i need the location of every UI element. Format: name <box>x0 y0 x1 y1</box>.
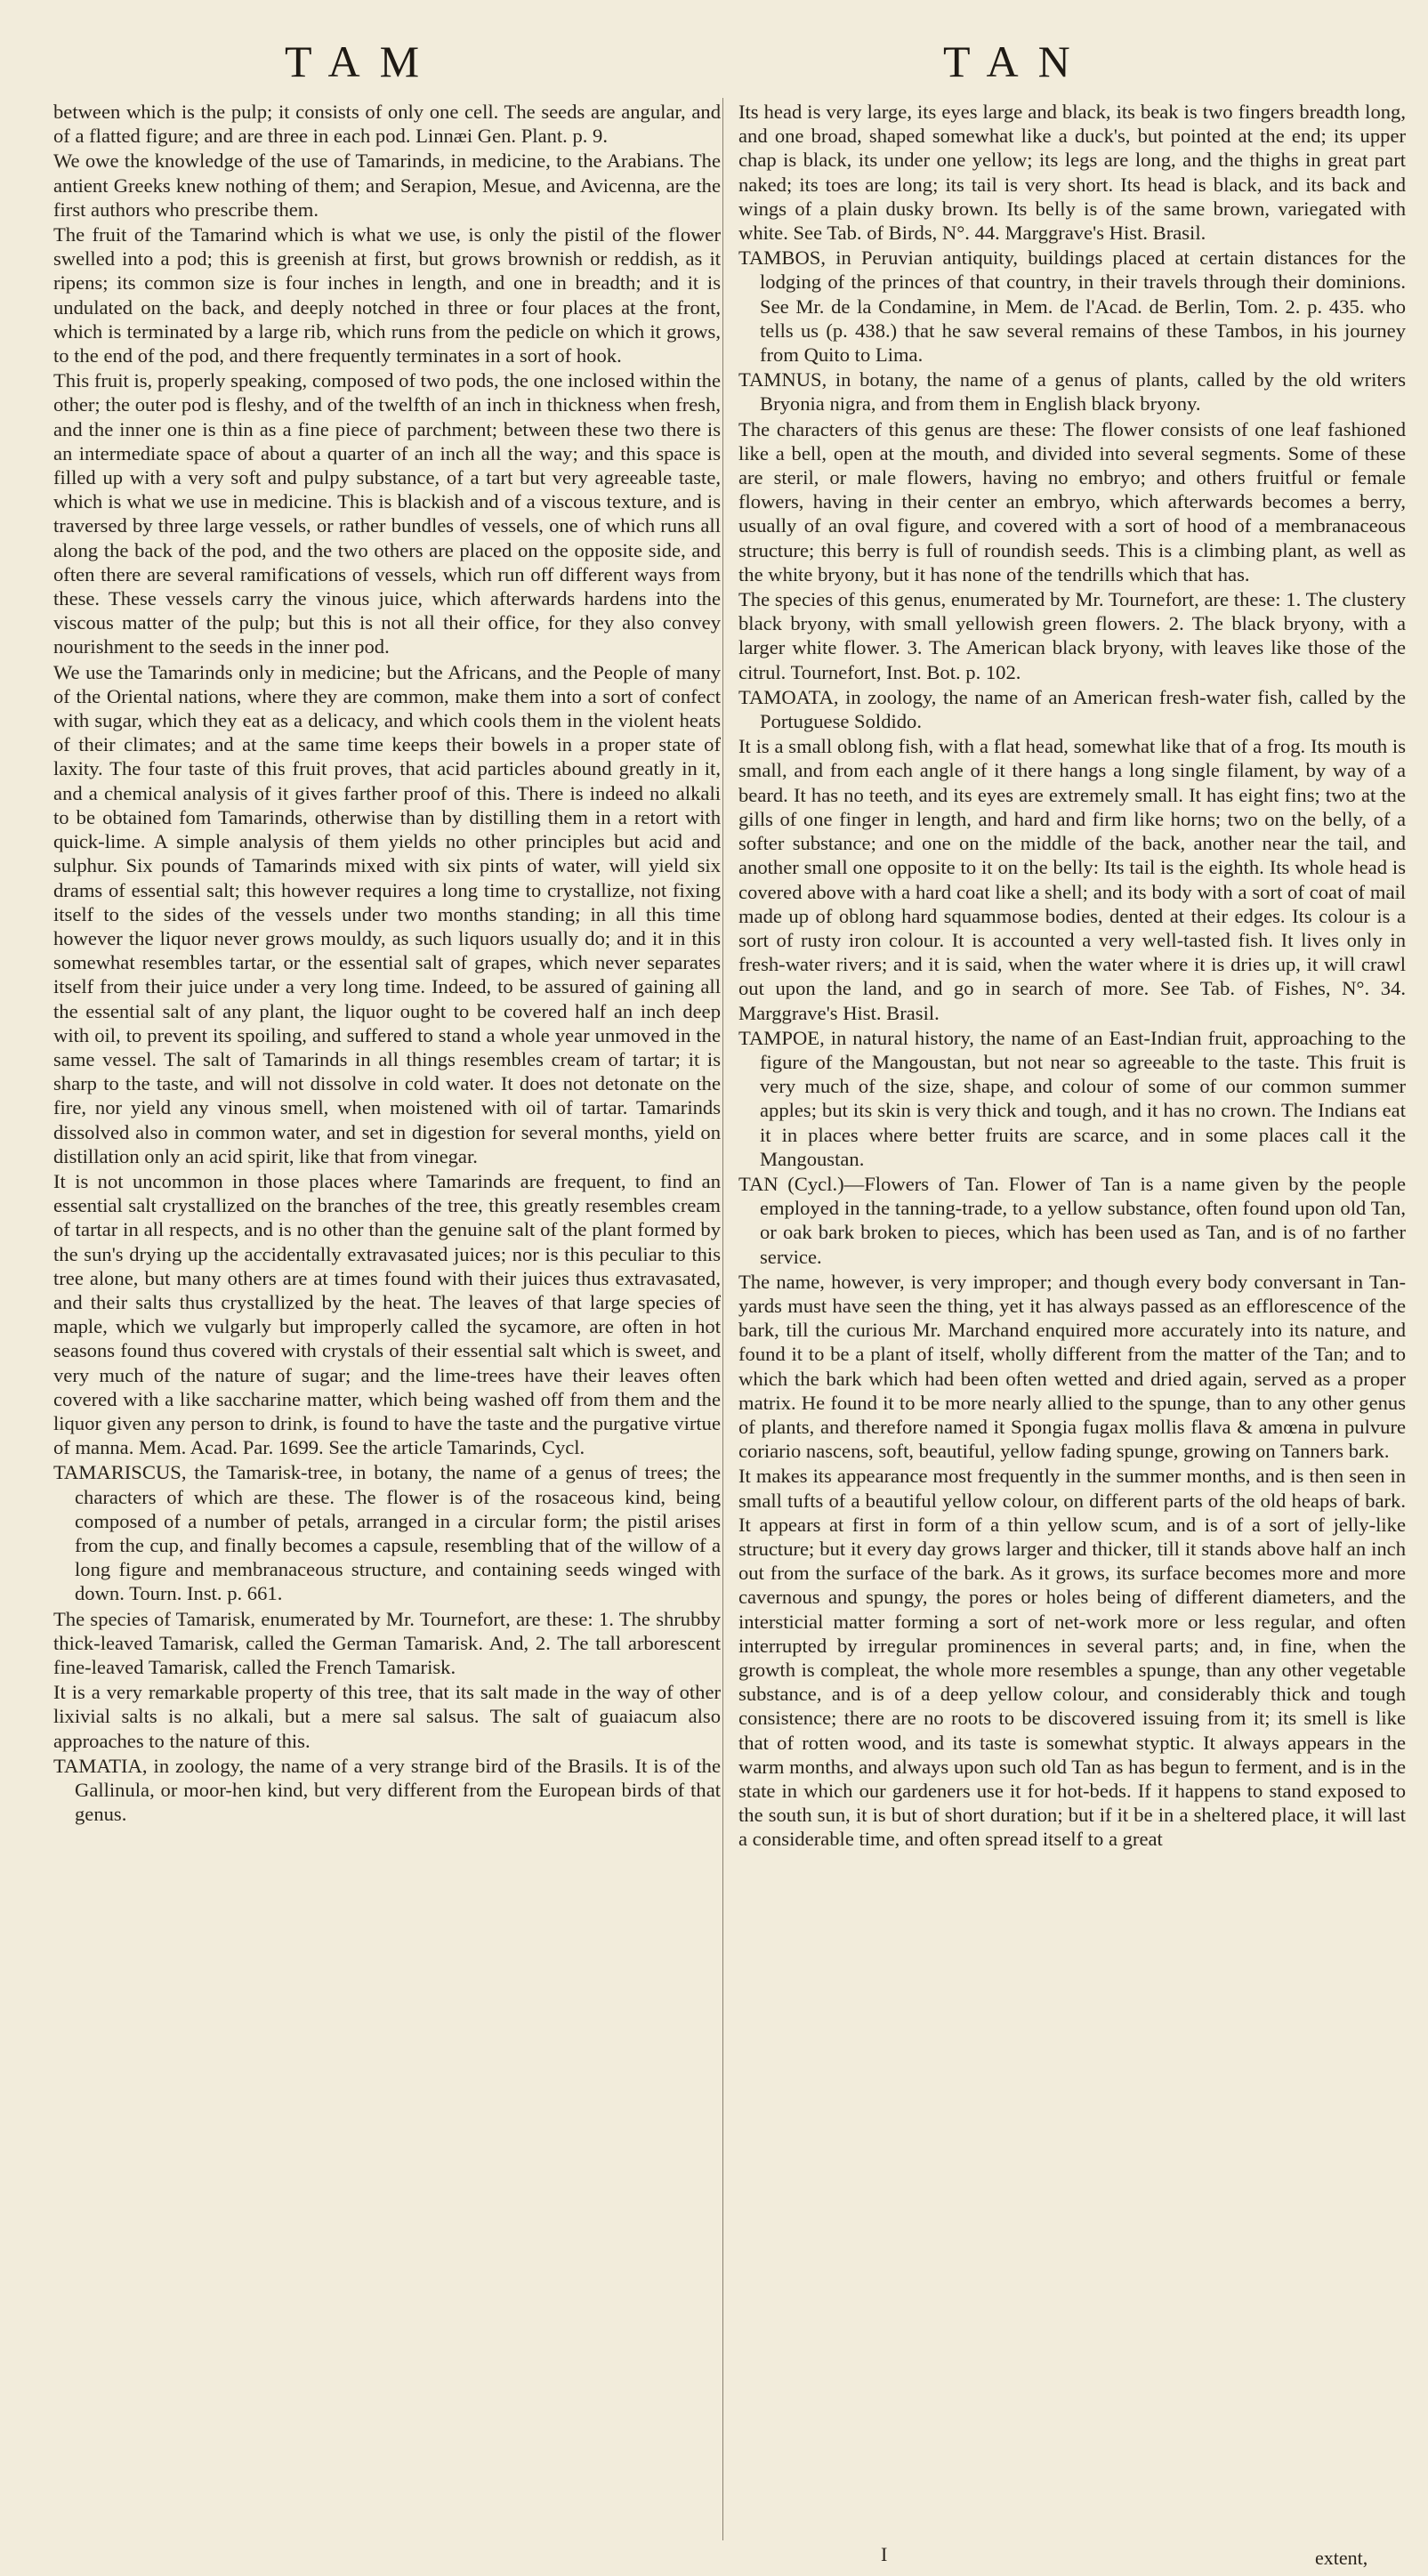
body-paragraph: It is a very remarkable property of this tree, that its salt made in the way of other lixivial salts is no alkali, but a mere sal salsus. The salt of guaiacum also approaches to the nature of this. <box>53 1681 721 1752</box>
entry-paragraph: TAMNUS, in botany, the name of a genus of plants, called by the old writers Bryonia nigra, and from them in English black bryony. <box>738 368 1406 416</box>
right-column <box>738 100 1406 1853</box>
body-paragraph: It makes its appearance most frequently in the summer months, and is then seen in small tufts of a beautiful yellow colour, on different parts of the old heaps of bark. It appears at first in form of a thin yellow scum, and is of a sort of jelly-like structure; but it every day grows larger and thicker, till it stands above half an inch out from the surface of the bark. As it grows, its surface becomes more and more cavernous and spungy, the pores or holes being of different diameters, and the intersticial matter forming a sort of net-work more or less regular, and often interrupted by irregular prominences in several parts; and, in fine, when the growth is compleat, the whole more resembles a spunge, than any other vegetable substance, and is of a deep yellow colour, and considerably thick and tough consistence; there are no roots to be discovered issuing from it; its smell is like that of rotten wood, and its taste is somewhat styptic. It always appears in the warm months, and always upon such old Tan as has begun to ferment, and is in the state in which our gardeners use it for hot-beds. If it happens to stand exposed to the south sun, it is but of short duration; but if it be in a sheltered place, it will last a considerable time, and often spread itself to a great <box>738 1465 1406 1851</box>
catchword: extent, <box>1315 2547 1368 2569</box>
body-paragraph: The species of this genus, enumerated by Mr. Tournefort, are these: 1. The clustery black bryony, with small yellowish green flowers. 2. The black bryony, with a larger white flower. 3. The American black bryony, with leaves like those of the citrul. Tournefort, Inst. Bot. p. 102. <box>738 588 1406 683</box>
entry-paragraph: TAMPOE, in natural history, the name of an East-Indian fruit, approaching to the figure of the Mangoustan, but not near so agreeable to the taste. This fruit is very much of the size, shape, and colour of some of our common summer apples; but its skin is very thick and tough, and it has no crown. The Indians eat it in places where better fruits are scarce, and in some places call it the Mangoustan. <box>738 1026 1406 1170</box>
column-divider <box>722 98 723 2540</box>
body-paragraph: The fruit of the Tamarind which is what we use, is only the pistil of the flower swelled into a pod; this is greenish at first, but grows brownish or reddish, as it ripens; its common size is four inches in length, and one in breadth; and it is undulated on the back, and deeply notched in three or four places at the front, which is terminated by a large rib, which runs from the pedicle on which it grows, to the end of the pod, and there frequently terminates in a sort of hook. <box>53 223 721 367</box>
body-paragraph: The name, however, is very improper; and though every body conversant in Tan-yards must have seen the thing, yet it has always passed as an efflorescence of the bark, till the curious Mr. Marchand enquired more accurately into its nature, and found it to be a plant of itself, wholly different from the matter of the Tan; and to which the bark which had been often wetted and dried again, served as a proper matrix. He found it to be more nearly allied to the spunge, than to any other genus of plants, and therefore named it Spongia fugax mollis flava & amœna in pulvure coriario nascens, soft, beautiful, yellow fading spunge, growing on Tanners bark. <box>738 1270 1406 1463</box>
entry-paragraph: TAMATIA, in zoology, the name of a very strange bird of the Brasils. It is of the Gallinula, or moor-hen kind, but very different from the European birds of that genus. <box>53 1754 721 1826</box>
entry-paragraph: TAMARISCUS, the Tamarisk-tree, in botany, the name of a genus of trees; the characters of which are these. The flower is of the rosaceous kind, being composed of a number of petals, arranged in a circular form; the pistil arises from the cup, and finally becomes a capsule, resembling that of the willow of a long figure and membranaceous structure, and containing seeds winged with down. Tourn. Inst. p. 661. <box>53 1461 721 1605</box>
entry-paragraph: TAMBOS, in Peruvian antiquity, buildings placed at certain distances for the lodging of the princes of that country, in their travels through their dominions. See Mr. de la Condamine, in Mem. de l'Acad. de Berlin, Tom. 2. p. 435. who tells us (p. 438.) that he saw several remains of these Tambos, in his journey from Quito to Lima. <box>738 246 1406 367</box>
body-paragraph: Its head is very large, its eyes large and black, its beak is two fingers breadth long, and one broad, shaped somewhat like a duck's, but pointed at the end; its upper chap is black, its under one yellow; its legs are long, and the thighs in great part naked; its toes are long; its tail is very short. Its head is black, and its back and wings of a plain dusky brown. Its belly is of the same brown, variegated with white. See Tab. of Birds, N°. 44. Marggrave's Hist. Brasil. <box>738 101 1406 245</box>
running-head-right: TAN <box>943 36 1090 86</box>
body-paragraph: The characters of this genus are these: The flower consists of one leaf fashioned like a bell, open at the mouth, and divided into several segments. Some of these are steril, or male flowers, having no embryo; and others fruitful or female flowers, having in their center an embryo, which afterwards becomes a berry, usually of an oval figure, and covered with a sort of hood of a membranaceous structure; this berry is full of roundish seeds. This is a climbing plant, as well as the white bryony, but it has none of the tendrills which that has. <box>738 417 1406 585</box>
entry-paragraph: TAMOATA, in zoology, the name of an American fresh-water fish, called by the Portuguese Soldido. <box>738 685 1406 733</box>
body-paragraph: between which is the pulp; it consists of only one cell. The seeds are angular, and of a flatted figure; and are three in each pod. Linnæi Gen. Plant. p. 9. <box>53 101 721 148</box>
body-paragraph: We use the Tamarinds only in medicine; but the Africans, and the People of many of the Oriental nations, where they are common, make them into a sort of confect with sugar, which they eat as a delicacy, and which cools them in the violent heats of their climates; and at the same time keeps their bowels in a proper state of laxity. The four taste of this fruit proves, that acid particles abound greatly in it, and a chemical analysis of it gives farther proof of this. There is indeed no alkali to be obtained fom Tamarinds, otherwise than by distilling them in a retort with quick-lime. A simple analysis of them yields no other principles but acid and sulphur. Six pounds of Tamarinds mixed with six pints of water, will yield six drams of essential salt; this however requires a long time to crystallize, not fixing itself to the sides of the vessels under two months standing; in all this time however the liquor never grows mouldy, as such liquors usually do; and it in this somewhat resembles tartar, or the essential salt of grapes, which never separates itself from their juice under a very long time. Indeed, to be assured of gaining all the essential salt of any plant, the liquor ought to be covered half an inch deep with oil, to prevent its spoiling, and suffered to stand a whole year unmoved in the same vessel. The salt of Tamarinds in all things resembles cream of tartar; it is sharp to the taste, and will not dissolve in cold water. It does not detonate on the fire, nor yield any vinous smell, when moistened with oil of tartar. Tamarinds dissolved also in common water, and set in digestion for several months, yield on distillation only an acid spirit, like that from vinegar. <box>53 660 721 1167</box>
body-paragraph: This fruit is, properly speaking, composed of two pods, the one inclosed within the other; the outer pod is fleshy, and of the twelfth of an inch in thickness when fresh, and the inner one is thin as a fine piece of parchment; between these two there is an intermediate space of about a quarter of an inch all the way; and this space is filled up with a very soft and pulpy substance, of a tart but very agreeable taste, which is what we use in medicine. This is blackish and of a viscous texture, and is traversed by three large vessels, or rather bundles of vessels, one of which runs all along the back of the pod, and the two others are placed on the opposite side, and often there are several ramifications of vessels, which run off different ways from these. These vessels carry the vinous juice, which afterwards hardens into the viscous matter of the pulp; but this is not all their office, for they also convey nourishment to the seeds in the inner pod. <box>53 369 721 658</box>
entry-paragraph: TAN (Cycl.)—Flowers of Tan. Flower of Tan is a name given by the people employed in the tanning-trade, to a yellow substance, often found upon old Tan, or oak bark broken to pieces, which has been used as Tan, and is of no farther service. <box>738 1172 1406 1268</box>
signature-mark: I <box>881 2543 888 2565</box>
running-head-left: TAM <box>285 36 440 86</box>
left-column <box>53 100 721 1827</box>
body-paragraph: It is a small oblong fish, with a flat head, somewhat like that of a frog. Its mouth is small, and from each angle of it there hangs a long single filament, by way of a beard. It has no teeth, and its eyes are extremely small. It has eight fins; two at the gills of one finger in length, and hard and firm like horns; two on the belly, of a softer substance; and one on the middle of the back, another near the tail, and another small one opposite to it on the belly: Its tail is the eighth. Its whole head is covered above with a hard coat like a shell; and its body with a sort of coat of mail made up of oblong hard squammose bodies, dented at their edges. Its colour is a sort of rusty iron colour. It is accounted a very well-tasted fish. It lives only in fresh-water rivers; and it is said, when the water where it is dries up, it will crawl out upon the land, and go in search of more. See Tab. of Fishes, N°. 34. Marggrave's Hist. Brasil. <box>738 735 1406 1024</box>
body-paragraph: It is not uncommon in those places where Tamarinds are frequent, to find an essential salt crystallized on the branches of the tree, this greatly resembles cream of tartar in all respects, and is no other than the genuine salt of the plant formed by the sun's drying up the accidentally extravasated juices; nor is this peculiar to this tree alone, but many others are at times found with their juices thus extravasated, and their salts thus crystallized by the heat. The leaves of that large species of maple, which we vulgarly but improperly called the sycamore, are often in hot seasons found thus covered with crystals of their essential salt which is sweet, and very much of the nature of sugar; and the lime-trees have their leaves often covered with a like saccharine matter, which being washed off from them and the liquor given any person to drink, is found to have the taste and the purgative virtue of manna. Mem. Acad. Par. 1699. See the article Tamarinds, Cycl. <box>53 1169 721 1459</box>
body-paragraph: We owe the knowledge of the use of Tamarinds, in medicine, to the Arabians. The antient Greeks knew nothing of them; and Serapion, Mesue, and Avicenna, are the first authors who prescribe them. <box>53 149 721 221</box>
body-paragraph: The species of Tamarisk, enumerated by Mr. Tournefort, are these: 1. The shrubby thick-leaved Tamarisk, called the German Tamarisk. And, 2. The tall arborescent fine-leaved Tamarisk, called the French Tamarisk. <box>53 1607 721 1678</box>
